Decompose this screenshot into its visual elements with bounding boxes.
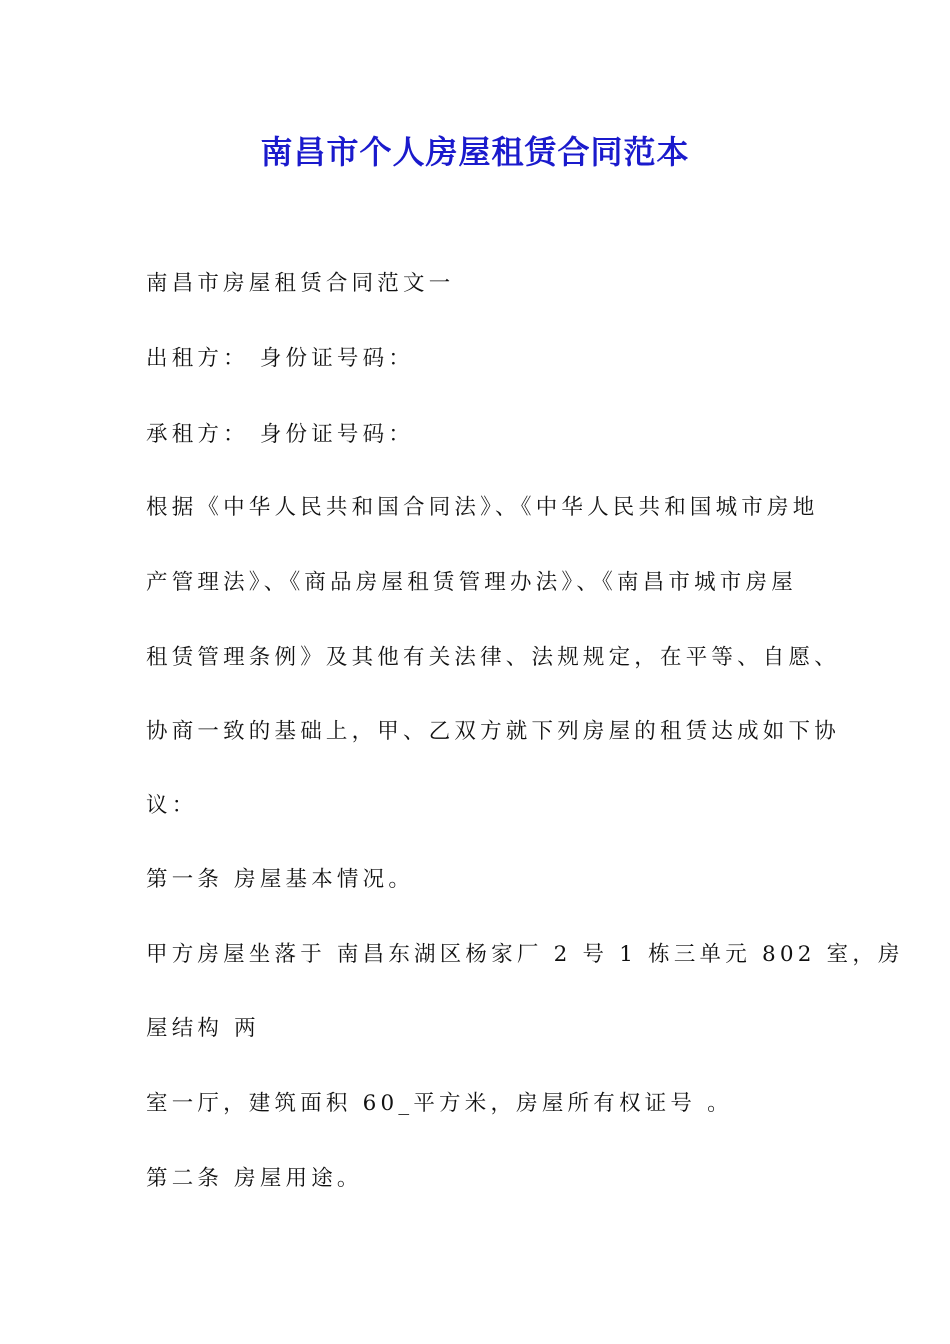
paragraph-line: 产管理法》、《商品房屋租赁管理办法》、《南昌市城市房屋 [146, 570, 797, 595]
paragraph-line: 南昌市房屋租赁合同范文一 [146, 271, 455, 296]
paragraph-line: 根据《中华人民共和国合同法》、《中华人民共和国城市房地 [146, 495, 819, 520]
paragraph-line: 租赁管理条例》及其他有关法律、法规规定，在平等、自愿、 [146, 645, 840, 670]
paragraph-line: 甲方房屋坐落于 南昌东湖区杨家厂 2 号 1 栋三单元 802 室，房 [146, 942, 904, 967]
paragraph-line: 第二条 房屋用途。 [146, 1166, 363, 1191]
paragraph-line: 屋结构 两 [146, 1016, 260, 1041]
paragraph-line: 议： [146, 793, 198, 818]
paragraph-line: 第一条 房屋基本情况。 [146, 867, 415, 892]
document-title: 南昌市个人房屋租赁合同范本 [260, 133, 690, 171]
paragraph-line: 室一厅，建筑面积 60_平方米，房屋所有权证号 。 [146, 1091, 733, 1116]
paragraph-line: 协商一致的基础上，甲、乙双方就下列房屋的租赁达成如下协 [146, 719, 840, 744]
paragraph-line: 出租方： 身份证号码： [146, 346, 415, 371]
paragraph-line: 承租方： 身份证号码： [146, 422, 415, 447]
